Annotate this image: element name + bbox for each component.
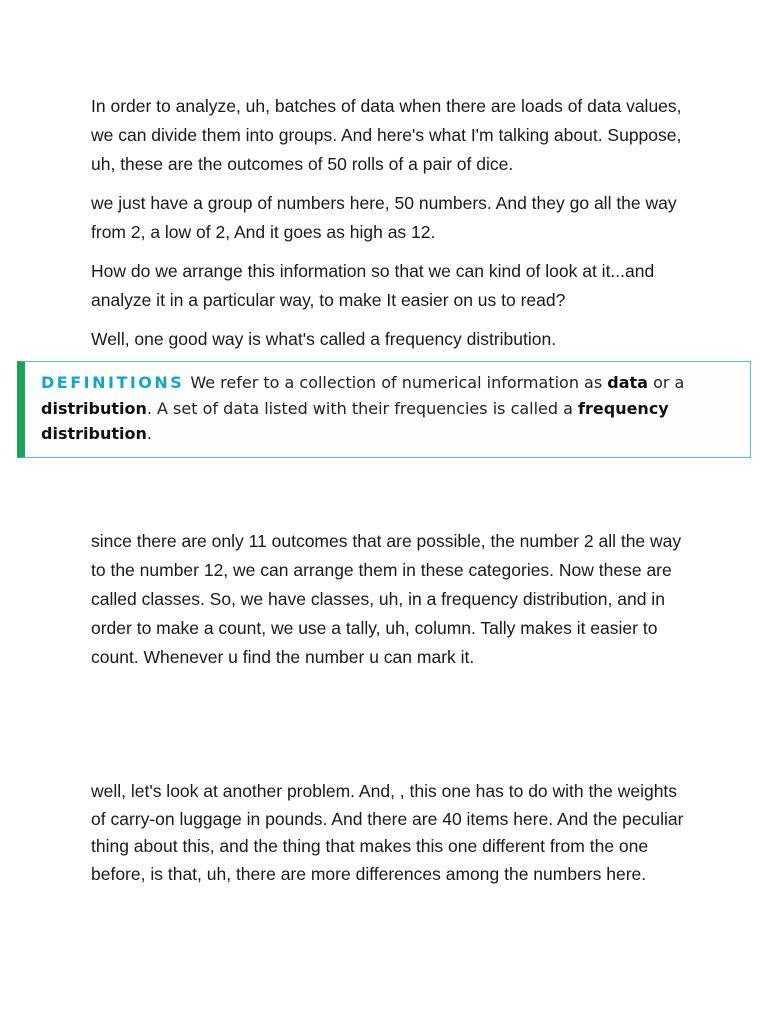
definitions-text-part-4: . <box>146 424 152 443</box>
paragraph-classes-tally: since there are only 11 outcomes that are possible, the number 2 all the way to the number 12, we can arrange them in these categories. Now these are called classes. So, we have classes, uh, in a frequency distribution, and in order to make a count, we use a tally, uh, column. Tally makes it easier to count. Whenever u find the number u can mark it. <box>91 531 682 667</box>
definitions-text-part-3: . A set of data listed with their frequencies is called a <box>146 398 579 418</box>
term-data: data <box>607 373 648 392</box>
paragraph-range: we just have a group of numbers here, 50 numbers. And they go all the way from 2, a low of 2, And it goes as high as 12. <box>91 193 677 242</box>
definitions-box <box>17 361 751 458</box>
definitions-text-part-2: or a <box>647 373 685 392</box>
paragraph-frequency-distribution: Well, one good way is what's called a frequency distribution. <box>91 329 557 349</box>
paragraph-luggage-problem: well, let's look at another problem. And, , this one has to do with the weights of carry-on luggage in pounds. And there are 40 items here. And the peculiar thing about this, and the thing that makes this one different from the one before, is that, uh, there are more differences among the numbers here. <box>91 781 684 884</box>
definitions-label: DEFINITIONS <box>41 373 185 392</box>
term-frequency-distribution: frequency distribution <box>41 398 669 443</box>
paragraph-dice-intro: In order to analyze, uh, batches of data when there are loads of data values, we can divide them into groups. And here's what I'm talking about. Suppose, uh, these are the outcomes of 50 rolls of a pair of dice. <box>91 96 682 174</box>
definitions-text-part-1: We refer to a collection of numerical information as <box>190 373 608 392</box>
paragraph-arrange-question: How do we arrange this information so that we can kind of look at it...and analyze it in a particular way, to make It easier on us to read? <box>91 261 655 310</box>
term-distribution: distribution <box>41 398 147 418</box>
definitions-text <box>41 370 741 447</box>
